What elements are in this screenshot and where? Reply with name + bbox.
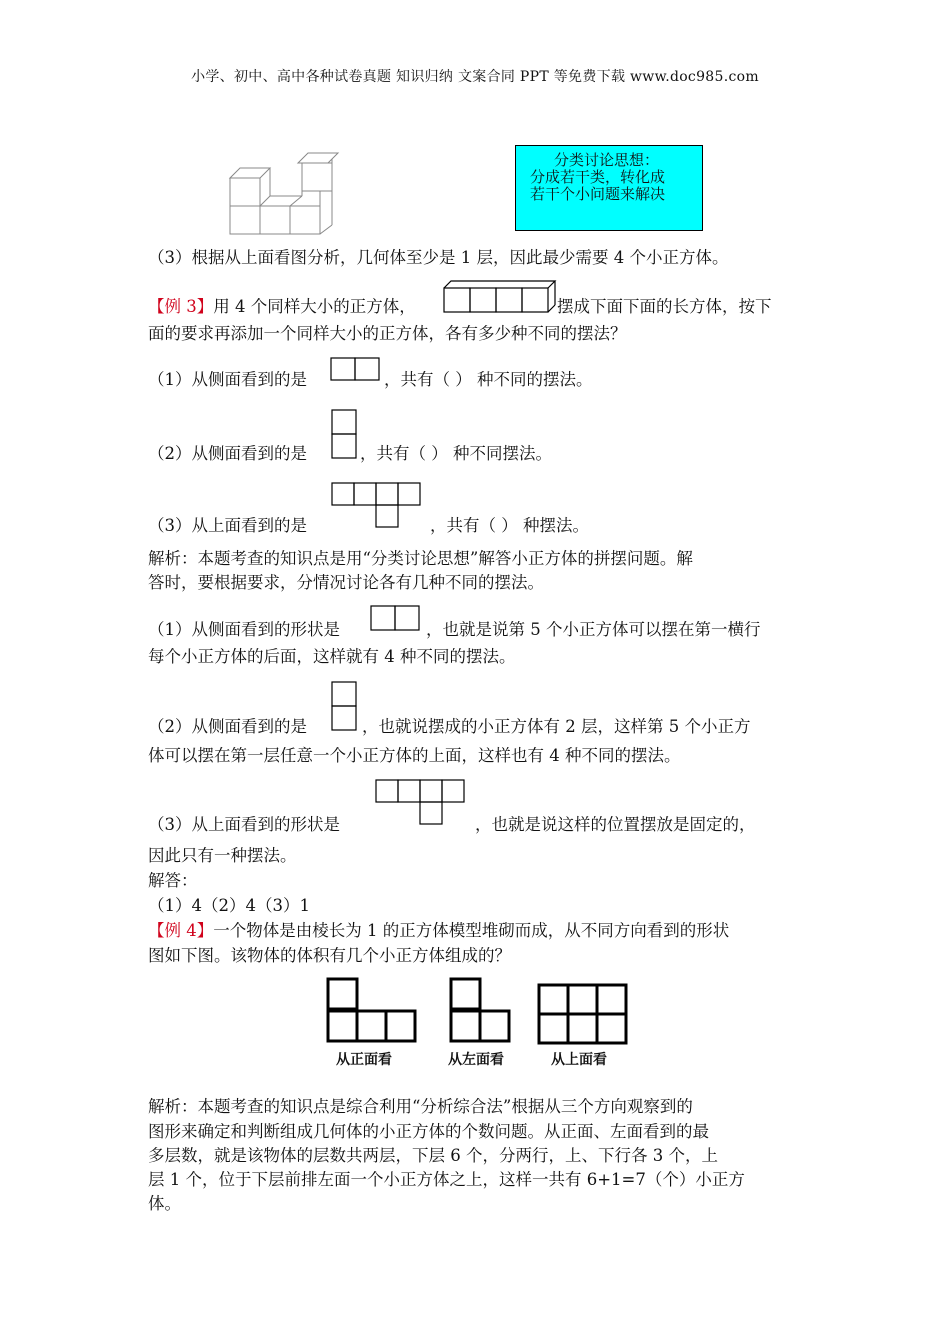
tip-box (515, 145, 703, 231)
ex4-analysis-1: 解析：本题考查的知识点是综合利用“分析综合法”根据从三个方向观察到的 (148, 1097, 693, 1116)
ex3-q1: （1）从侧面看到的是 (148, 370, 307, 389)
top-view-t-shape (331, 482, 425, 532)
tip-line: 若干个小问题来解决 (530, 185, 666, 203)
cube-stack-figure (228, 148, 338, 238)
side-view-two-horizontal (330, 357, 382, 383)
ex4-analysis-4: 层 1 个，位于下层前排左面一个小正方体之上，这样一共有 6+1=7（个）小正方 (148, 1170, 745, 1189)
ex3-analysis-1: 解析：本题考查的知识点是用“分类讨论思想”解答小正方体的拼摆问题。解 (148, 549, 693, 568)
ex3-s1-cont: 每个小正方体的后面，这样就有 4 种不同的摆法。 (148, 647, 516, 666)
ex3-s2: （2）从侧面看到的是 (148, 717, 307, 736)
top-view-t-shape-2 (375, 779, 471, 829)
ex4-line1 (148, 921, 729, 941)
ex4-tag: 【例 4】 (148, 921, 214, 940)
ex3-s3: （3）从上面看到的形状是 (148, 815, 340, 834)
side-view-two-vertical (331, 409, 359, 461)
ex3-line1b: 摆成下面下面的长方体，按下 (557, 297, 772, 316)
side-view-two-horizontal-2 (370, 605, 422, 633)
ex4-line2: 图如下图。该物体的体积有几个小正方体组成的？ (148, 946, 511, 965)
left-view-figure (448, 976, 513, 1046)
caption-left: 从左面看 (448, 1052, 504, 1068)
ex3-tag: 【例 3】 (148, 297, 214, 316)
ex3-s1-tail: ，也就是说第 5 个小正方体可以摆在第一横行 (426, 620, 761, 639)
ex4-text: 一个物体是由棱长为 1 的正方体模型堆砌而成，从不同方向看到的形状 (213, 921, 730, 940)
ex3-s3-cont: 因此只有一种摆法。 (148, 846, 297, 865)
paragraph-3: （3）根据从上面看图分析，几何体至少是 1 层，因此最少需要 4 个小正方体。 (148, 248, 729, 267)
side-view-two-vertical-2 (331, 681, 359, 733)
ex3-text: 用 4 个同样大小的正方体， (213, 297, 416, 316)
ex3-q2-tail: ，共有（ ） 种不同摆法。 (360, 444, 552, 463)
answer-values: （1）4（2）4（3）1 (148, 896, 310, 915)
ex3-line1 (148, 297, 416, 317)
ex3-q1-tail: ，共有（ ） 种不同的摆法。 (384, 370, 593, 389)
ex3-analysis-2: 答时，要根据要求，分情况讨论各有几种不同的摆法。 (148, 573, 544, 592)
ex3-s2-cont: 体可以摆在第一层任意一个小正方体的上面，这样也有 4 种不同的摆法。 (148, 746, 681, 765)
ex3-q3: （3）从上面看到的是 (148, 516, 307, 535)
tip-line: 分类讨论思想： (554, 151, 660, 169)
ex4-analysis-3: 多层数，就是该物体的层数共两层，下层 6 个，分两行，上、下行各 3 个，上 (148, 1146, 718, 1165)
ex3-line2: 面的要求再添加一个同样大小的正方体，各有多少种不同的摆法？ (148, 324, 627, 343)
top-view-figure (536, 982, 632, 1046)
answer-label: 解答： (148, 871, 198, 890)
ex4-analysis-2: 图形来确定和判断组成几何体的小正方体的个数问题。从正面、左面看到的最 (148, 1122, 709, 1141)
ex3-s1: （1）从侧面看到的形状是 (148, 620, 340, 639)
ex3-s2-tail: ，也就说摆成的小正方体有 2 层，这样第 5 个小正方 (362, 717, 751, 736)
four-cube-row-figure (443, 278, 555, 314)
ex4-analysis-5: 体。 (148, 1194, 181, 1213)
page-header: 小学、初中、高中各种试卷真题 知识归纳 文案合同 PPT 等免费下载 www.doc985.com (191, 69, 759, 85)
caption-front: 从正面看 (336, 1052, 392, 1068)
ex3-q2: （2）从侧面看到的是 (148, 444, 307, 463)
ex3-s3-tail: ，也就是说这样的位置摆放是固定的， (475, 815, 756, 834)
front-view-figure (325, 976, 420, 1046)
caption-top: 从上面看 (551, 1052, 607, 1068)
tip-line: 分成若干类，转化成 (530, 168, 666, 186)
ex3-q3-tail: ，共有（ ） 种摆法。 (430, 516, 589, 535)
